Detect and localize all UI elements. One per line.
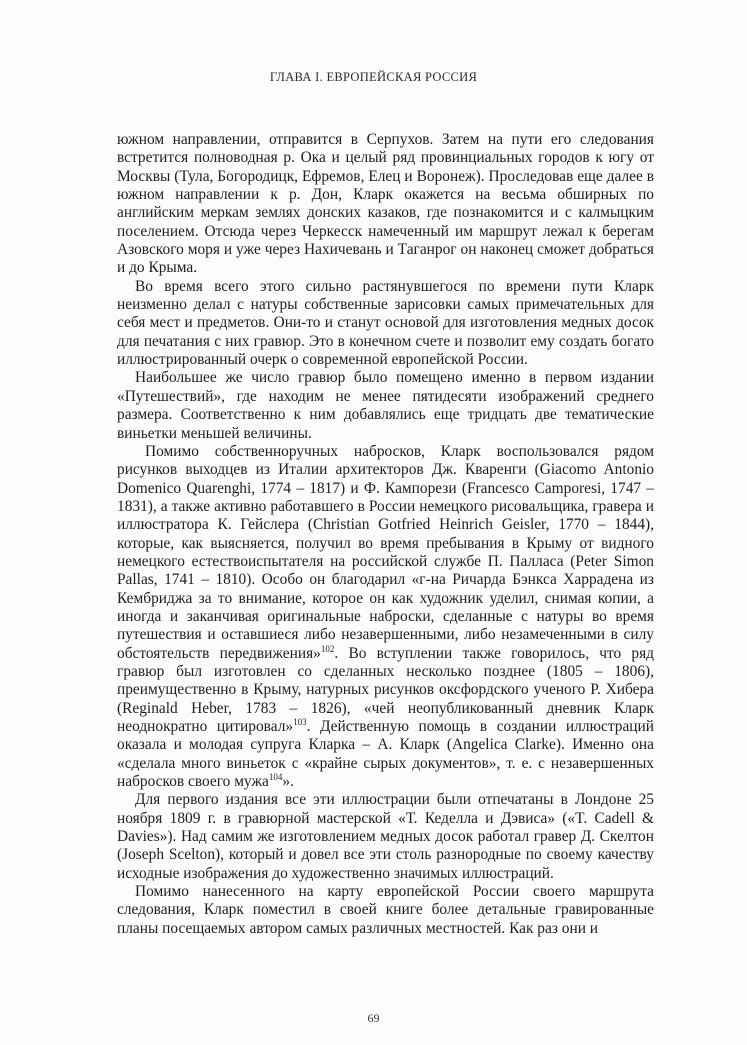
paragraph-illustrators-part-a: Помимо собственноручных набросков, Кларк воспользовался рядом рисунков выходцев из Италии архитекторов Дж. Кваренги (Giacomo Antonio Domenico Quarenghi, 1774 – 1817) и Ф. Кампорези (Francesco Camporesi, 1747 – 1831), а также активно работавшего в России немецкого рисовальщика, гравера и иллюстратора К. Гейслера (Christian Gotfried Heinrich Geisler, 1770 – 1844), которые, как выясняется, получил во время пребывания в Крыму от видного немецкого естествоиспытателя на российской службе П. Палласа (Peter Simon Pallas, 1741 – 1810). Особо он благодарил «г-на Ричарда Бэнкса Харрадена из Кембриджа за то внимание, которое он как художник уделил, снимая копии, а иногда и заканчивая оригинальные наброски, сделанные с натуры во время путешествия и оставшиеся либо незавершенными, либо незамеченными в силу обстоятельств передвижения» [117,442,654,662]
body-text [117,131,654,938]
paragraph-illustrators-part-d: ». [282,773,294,791]
paragraph-sketches: Во время всего этого сильно растянувшегося по времени пути Кларк неизменно делал с натуры собственные зарисовки самых примечательных для себя мест и предметов. Они-то и станут основой для изготовления медных досок для печатания с них гравюр. Это в конечном счете и позволит ему создать богато иллюстрированный очерк о современной европейской России. [117,277,654,369]
paragraph-illustrators [117,443,654,792]
page-number: 69 [367,1011,380,1025]
footnote-ref-103[interactable]: 103 [293,717,307,727]
paragraph-printing: Для первого издания все эти иллюстрации были отпечатаны в Лондоне 25 ноября 1809 г. в гравюрной мастерской «Т. Кеделла и Дэвиса» («T. Cadell & Davies»). Над самим же изготовлением медных досок работал гравер Д. Скелтон (Joseph Scelton), который и довел все эти столь разнородные по своему качеству исходные изображения до художественно значимых иллюстраций. [117,791,654,882]
footnote-ref-104[interactable]: 104 [268,772,283,783]
paragraph-illustrators-part-b: . Во вступлении также говорилось, что ряд гравюр был изготовлен со сделанных несколько позднее (1805 – 1806), преимущественно в Крыму, натурных рисунков оксфордского ученого Р. Хибера (Reginald Heber, 1783 – 1826), «чей неопубликованный дневник Кларк неоднократно цитировал» [117,644,655,735]
footnote-ref-102[interactable]: 102 [320,643,335,654]
paragraph-illustrators-part-c: . Действенную помощь в создании иллюстраций оказала и молодая супруга Кларка – А. Кларк (Angelica Clarke). Именно она «сделала много виньеток с «крайне сырых документов», т. е. с незавершенных набросков своего мужа [117,718,654,791]
paragraph-continuation: южном направлении, отправится в Серпухов. Затем на пути его следования встретится полноводная р. Ока и целый ряд провинциальных городов к югу от Москвы (Тула, Богородицк, Ефремов, Елец и Воронеж). Проследовав еще далее в южном направлении к р. Дон, Кларк окажется на весьма обширных по английским меркам землях донских казаков, где познакомится и с калмыцким поселением. Отсюда через Черкесск намеченный им маршрут лежал к берегам Азовского моря и уже через Нахичевань и Таганрог он наконец сможет добраться и до Крыма. [117,131,654,277]
paragraph-maps: Помимо нанесенного на карту европейской России своего маршрута следования, Кларк поместил в своей книге более детальные гравированные планы посещаемых автором самых различных местностей. Как раз они и [117,883,654,937]
paragraph-first-edition: Наибольшее же число гравюр было помещено именно в первом издании «Путешествий», где находим не менее пятидесяти изображений среднего размера. Соответственно к ним добавлялись еще тридцать две тематические виньетки меньшей величины. [117,369,654,442]
running-head: ГЛАВА I. ЕВРОПЕЙСКАЯ РОССИЯ [269,70,478,84]
